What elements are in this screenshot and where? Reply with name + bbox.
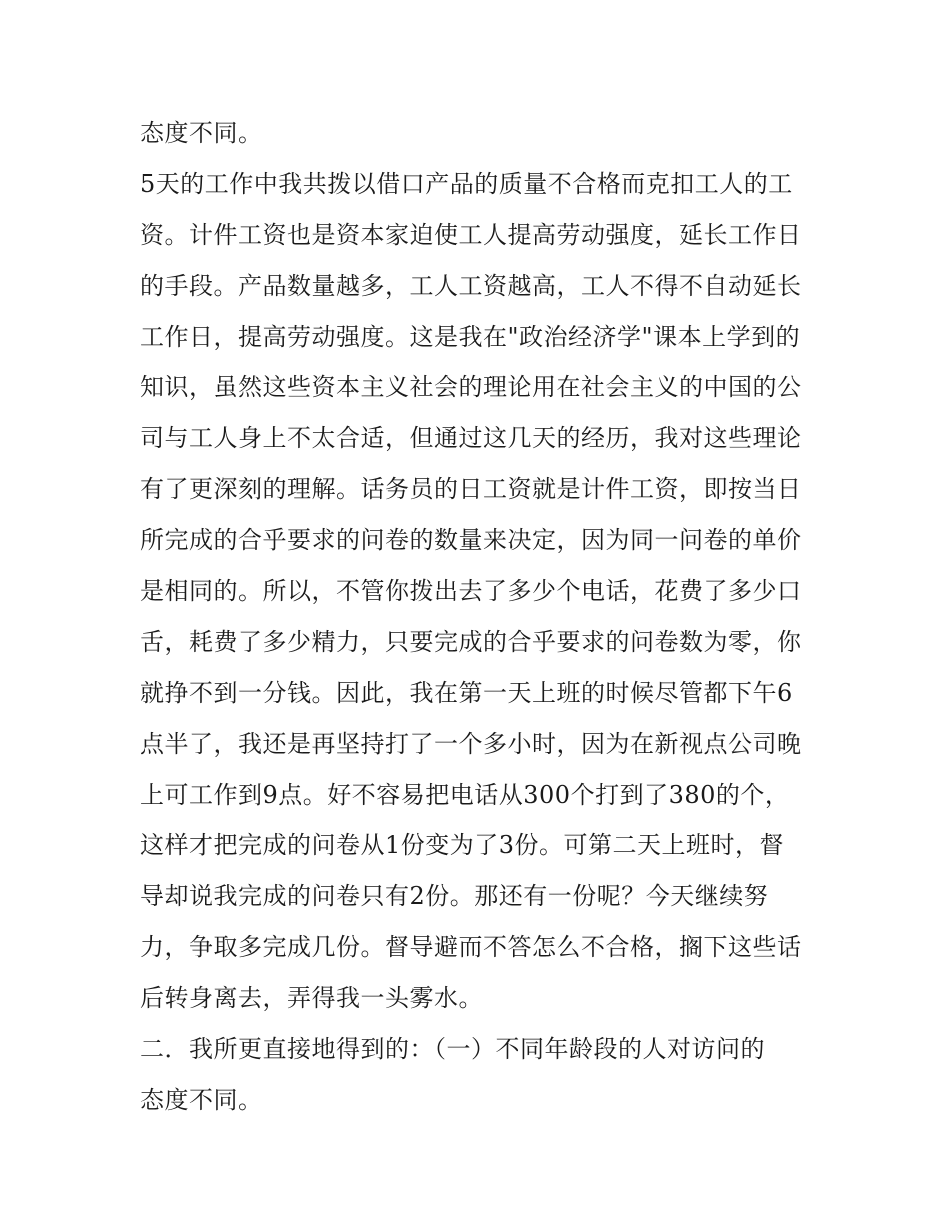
text-line: 这样才把完成的问卷从1份变为了3份。可第二天上班时，督 (140, 831, 785, 860)
text-line: 就挣不到一分钱。因此，我在第一天上班的时候尽管都下午6 (140, 678, 793, 707)
text-line: 工作日，提高劳动强度。这是我在"政治经济学"课本上学到的 (140, 322, 801, 351)
text-line: 有了更深刻的理解。话务员的日工资就是计件工资，即按当日 (140, 475, 802, 504)
text-line: 态度不同。 (140, 1085, 263, 1114)
text-line: 的手段。产品数量越多，工人工资越高，工人不得不自动延长 (140, 271, 802, 300)
text-line: 知识，虽然这些资本主义社会的理论用在社会主义的中国的公 (140, 373, 802, 402)
text-line: 所完成的合乎要求的问卷的数量来决定，因为同一问卷的单价 (140, 526, 802, 555)
text-line: 上可工作到9点。好不容易把电话从300个打到了380的个， (140, 780, 790, 809)
text-line: 5天的工作中我共拨以借口产品的质量不合格而克扣工人的工 (140, 169, 793, 198)
text-line: 二．我所更直接地得到的：（一）不同年龄段的人对访问的 (140, 1035, 765, 1064)
text-line: 后转身离去，弄得我一头雾水。 (140, 984, 483, 1013)
body-text (140, 108, 830, 1126)
text-line: 态度不同。 (140, 119, 263, 147)
text-line: 是相同的。所以，不管你拨出去了多少个电话，花费了多少口 (140, 577, 802, 606)
text-line: 导却说我完成的问卷只有2份。那还有一份呢？今天继续努 (140, 882, 769, 911)
text-line: 舌，耗费了多少精力，只要完成的合乎要求的问卷数为零，你 (140, 627, 802, 656)
text-line: 力，争取多完成几份。督导避而不答怎么不合格，搁下这些话 (140, 933, 802, 962)
text-line: 司与工人身上不太合适，但通过这几天的经历，我对这些理论 (140, 424, 802, 453)
text-line: 点半了，我还是再坚持打了一个多小时，因为在新视点公司晚 (140, 729, 802, 758)
text-line: 资。计件工资也是资本家迫使工人提高劳动强度，延长工作日 (140, 220, 802, 249)
